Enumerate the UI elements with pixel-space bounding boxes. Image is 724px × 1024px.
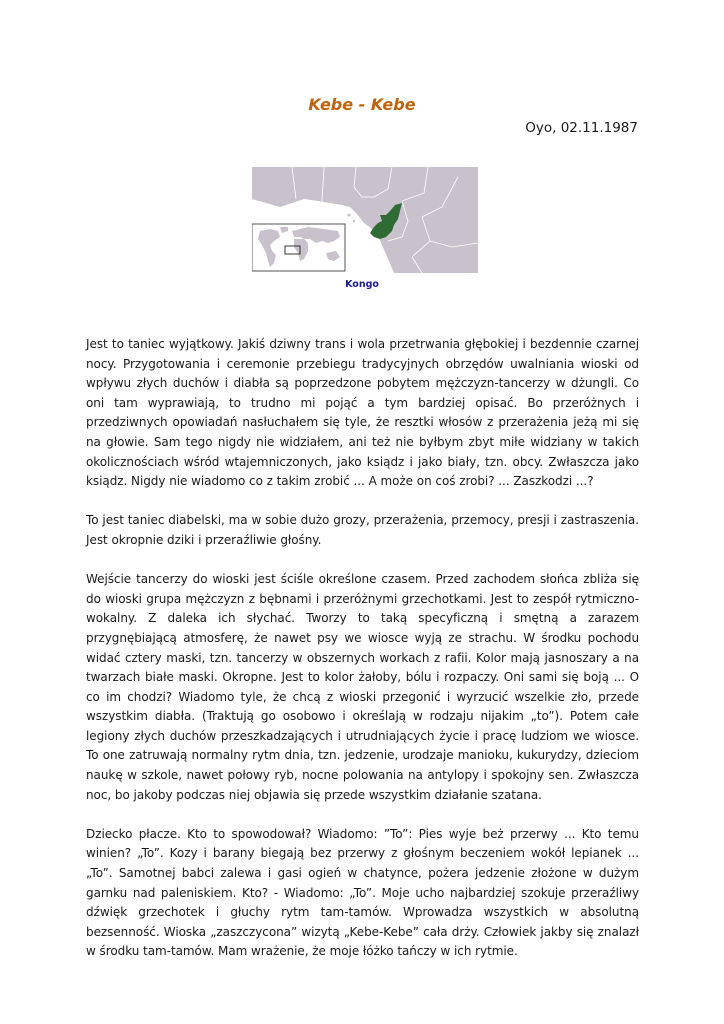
- paragraph: To jest taniec diabelski, ma w sobie dużo grozy, przerażenia, przemocy, presji i zastraszenia. Jest okropnie dziki i przeraźliwie głośny.: [86, 513, 639, 547]
- paragraph: Wejście tancerzy do wioski jest ściśle określone czasem. Przed zachodem słońca zbliża się do wioski grupa mężczyzn z bębnami i przeróżnymi grzechotkami. Jest to zespół rytmiczno-wokalny. Z daleka ich słychać. Tworzy to taką specyficzną i smętną a zarazem przygnębiającą atmosferę, że nawet psy we wiosce wyją ze strachu. W środku pochodu widać cztery maski, tzn. tancerzy w obszernych workach z rafii. Kolor mają jasnoszary a na twarzach białe maski. Okropne. Jest to kolor żałoby, bólu i rozpaczy. Oni sami się boją ... O co im chodzi? Wiadomo tyle, że chcą z wioski przegonić i wyrzucić wszelkie zło, przede wszystkim diabła. (Traktują go osobowo i określają w rodzaju nijakim „to”). Potem całe legiony złych duchów przeszkadzających i utrudniających życie i pracę ludziom we wiosce. To one zatruwają normalny rytm dnia, tzn. jedzenie, urodzaje manioku, kukurydzy, dzieciom naukę w szkole, nawet połowy ryb, nocne polowania na antylopy i spokojny sen. Zwłaszcza noc, bo jakoby podczas niej objawia się przede wszystkim działanie szatana.: [86, 572, 639, 802]
- map-island: [348, 214, 351, 217]
- place-date: Oyo, 02.11.1987: [525, 120, 638, 136]
- article-body: [86, 335, 639, 982]
- paragraph: Jest to taniec wyjątkowy. Jakiś dziwny trans i wola przetrwania głębokiej i bezdennie czarnej nocy. Przygotowania i ceremonie przebiegu tradycyjnych obrzędów uwalniania wioski od wpływu złych duchów i diabła są poprzedzone pobytem mężczyzn-tancerzy w dżungli. Co oni tam wyprawiają, to trudno mi pojąć a tym bardziej opisać. Bo przeróżnych i przedziwnych opowiadań nasłuchałem się tyle, że resztki włosów z przerażenia jeżą mi się na głowie. Sam tego nigdy nie widziałem, ani też nie byłbym zbyt miłe widziany w takich okolicznościach wśród wtajemniczonych, jako ksiądz i jako biały, tzn. obcy. Zwłaszcza jako ksiądz. Nigdy nie wiadomo co z takim zrobić ... A może on coś zrobi? ... Zaszkodzi ...?: [86, 337, 639, 489]
- map-caption: Kongo: [345, 279, 379, 290]
- map-figure: [252, 167, 478, 273]
- document-title: Kebe - Kebe: [308, 95, 416, 114]
- paragraph: Dziecko płacze. Kto to spowodował? Wiadomo: ”To”: Pies wyje beż przerwy ... Kto temu winien? „To”. Kozy i barany biegają bez przerwy z głośnym beczeniem wokół lepianek ... „To”. Samotnej babci zalewa i gasi ogień w chatynce, pożera jedzenie złożone w dużym garnku nad paleniskiem. Kto? - Wiadomo: „To”. Moje ucho najbardziej szokuje przeraźliwy dźwięk grzechotek i głuchy rytm tam-tamów. Wprowadza wszystkich w absolutną bezsenność. Wioska „zaszczycona” wizytą „Kebe-Kebe” cała drży. Człowiek jakby się znalazł w środku tam-tamów. Mam wrażenie, że moje łóżko tańczy w ich rytmie.: [86, 826, 639, 959]
- map-inset-world: [252, 224, 345, 271]
- congo-map: [252, 167, 478, 273]
- map-island: [353, 220, 355, 222]
